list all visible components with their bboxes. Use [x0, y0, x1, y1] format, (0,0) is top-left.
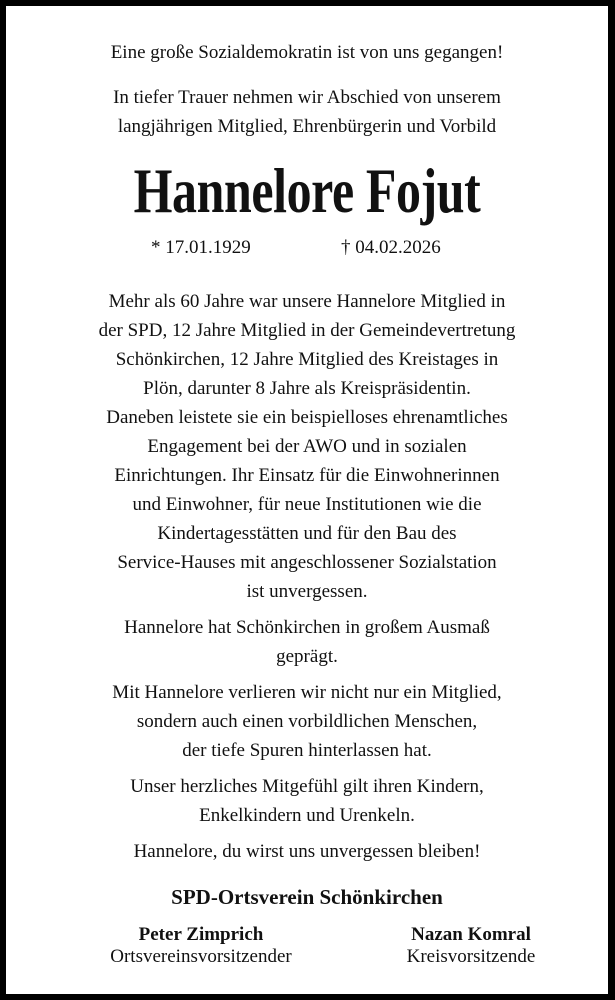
text-line: Hannelore, du wirst uns unvergessen bleiben!: [133, 841, 481, 862]
text-line: sondern auch einen vorbildlichen Menschen,: [136, 711, 478, 732]
paragraph: [6, 613, 608, 671]
mourning-line: langjährigen Mitglied, Ehrenbürgerin und Vorbild: [117, 116, 497, 137]
text-line: Daneben leistete sie ein beispielloses ehrenamtliches: [106, 407, 508, 428]
signatory-role: Ortsvereinsvorsitzender: [110, 946, 292, 967]
obituary-notice: [6, 6, 608, 994]
text-line: Service-Hauses mit angeschlossener Sozialstation: [117, 552, 497, 573]
text-line: Kindertagesstätten und für den Bau des: [157, 523, 457, 544]
text-line: der SPD, 12 Jahre Mitglied in der Gemeindevertretung: [98, 320, 516, 341]
paragraph: [6, 837, 608, 866]
text-line: Hannelore hat Schönkirchen in großem Ausmaß: [124, 617, 490, 638]
text-line: geprägt.: [276, 646, 338, 667]
paragraph: [6, 772, 608, 830]
text-line: Mit Hannelore verlieren wir nicht nur ein Mitglied,: [112, 682, 502, 703]
text-line: der tiefe Spuren hinterlassen hat.: [182, 740, 432, 761]
signatory: [81, 924, 321, 968]
text-line: Engagement bei der AWO und in sozialen: [147, 436, 467, 457]
signatory-name: Peter Zimprich: [138, 924, 264, 945]
paragraph: [6, 287, 608, 606]
signatory-role: Kreisvorsitzende: [406, 946, 536, 967]
text-line: Plön, darunter 8 Jahre als Kreispräsidentin.: [143, 378, 471, 399]
text-line: ist unvergessen.: [246, 581, 368, 602]
text-line: Einrichtungen. Ihr Einsatz für die Einwohnerinnen: [114, 465, 500, 486]
text-line: Schönkirchen, 12 Jahre Mitglied des Kreistages in: [115, 349, 499, 370]
organization-name: SPD-Ortsverein Schönkirchen: [171, 885, 443, 909]
mourning-line: In tiefer Trauer nehmen wir Abschied von unserem: [113, 87, 501, 108]
paragraph: [6, 678, 608, 765]
obituary-text: [6, 287, 608, 873]
text-line: und Einwohner, für neue Institutionen wie die: [132, 494, 482, 515]
text-line: Mehr als 60 Jahre war unsere Hannelore Mitglied in: [108, 291, 506, 312]
death-date: † 04.02.2026: [341, 237, 441, 258]
signatory-name: Nazan Komral: [411, 924, 531, 945]
text-line: Unser herzliches Mitgefühl gilt ihren Kindern,: [130, 776, 484, 797]
deceased-name: Hannelore Fojut: [133, 155, 481, 226]
text-line: Enkelkindern und Urenkeln.: [199, 805, 415, 826]
birth-date: * 17.01.1929: [151, 237, 251, 258]
signatory: [366, 924, 576, 968]
intro-line: Eine große Sozialdemokratin ist von uns gegangen!: [110, 42, 504, 63]
